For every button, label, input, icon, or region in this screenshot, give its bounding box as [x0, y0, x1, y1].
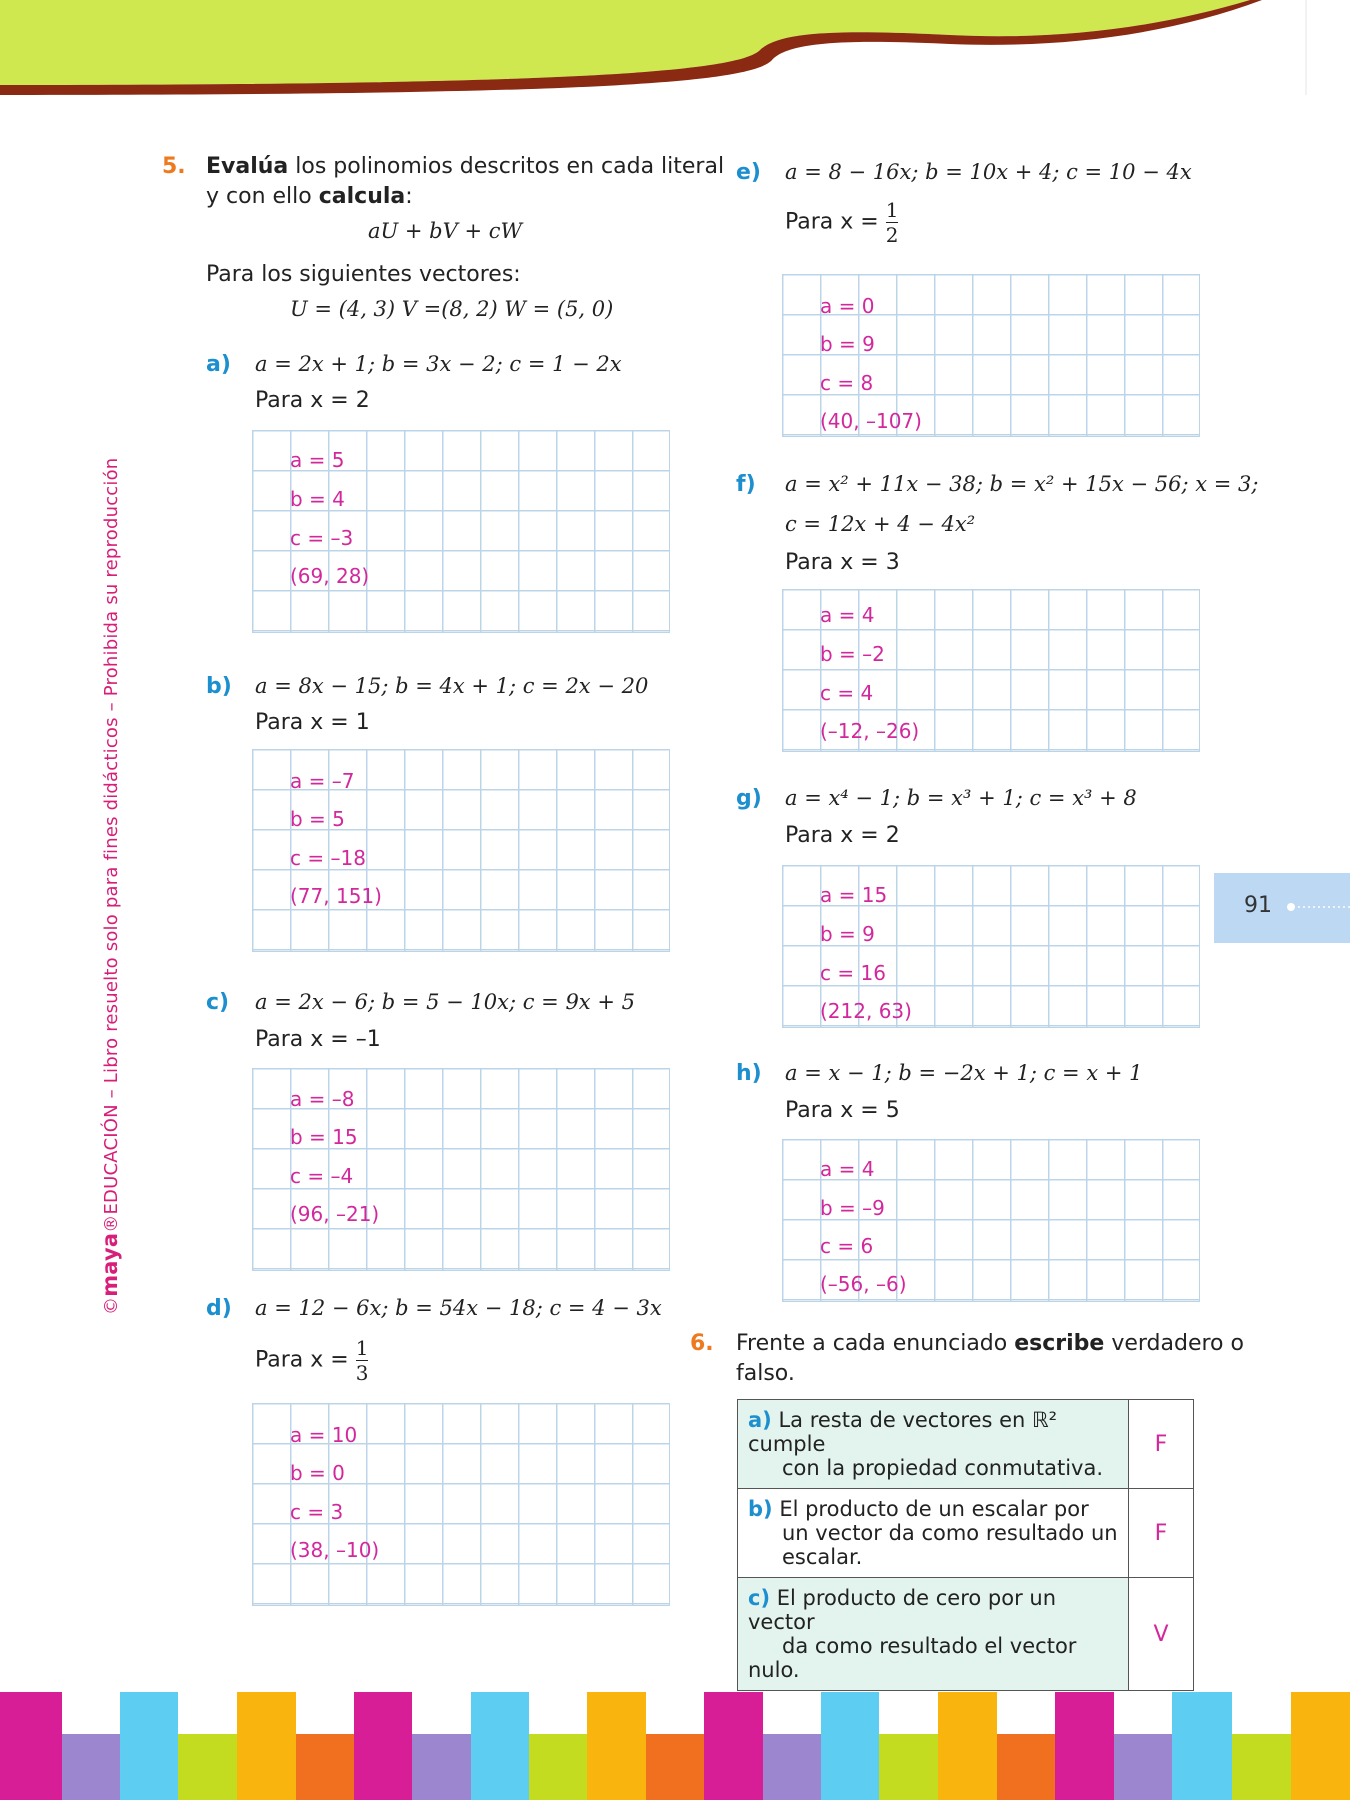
part-c-answer-result: (96, –21)	[290, 1202, 380, 1226]
part-h-expression: a = x − 1; b = −2x + 1; c = x + 1	[785, 1061, 1143, 1085]
top-decorative-band	[0, 0, 1350, 100]
part-e-answer-b: b = 9	[820, 332, 875, 356]
part-b-label: b)	[206, 674, 232, 699]
part-c-para: Para x = –1	[255, 1027, 381, 1052]
exercise-5-number: 5.	[162, 154, 186, 179]
exercise-6-line2: falso.	[736, 1361, 795, 1386]
part-e-grid	[782, 274, 1200, 437]
statement-a: a) La resta de vectores en ℝ² cumple con la propiedad conmutativa.	[738, 1400, 1129, 1489]
part-d-fraction: $\frac{1}{3}$	[355, 1336, 369, 1385]
part-f-label: f)	[736, 472, 756, 497]
part-a-answer-result: (69, 28)	[290, 564, 370, 588]
part-f-grid	[782, 589, 1200, 752]
part-a-answer-b: b = 4	[290, 487, 345, 511]
part-h-grid	[782, 1139, 1200, 1302]
part-g-expression: a = x⁴ − 1; b = x³ + 1; c = x³ + 8	[785, 786, 1137, 810]
part-b-answer-c: c = –18	[290, 846, 366, 870]
side-copyright-text: ©maya®EDUCACIÓN – Libro resuelto solo para fines didácticos – Prohibida su reproducción	[98, 457, 122, 1315]
bottom-color-stripes	[0, 1692, 1350, 1800]
part-a-grid	[252, 430, 670, 633]
part-a-answer-c: c = –3	[290, 526, 354, 550]
dotted-line-icon	[1286, 902, 1350, 912]
part-e-answer-result: (40, –107)	[820, 409, 922, 433]
part-f-expression-line2: c = 12x + 4 − 4x²	[785, 512, 976, 536]
part-e-answer-a: a = 0	[820, 294, 875, 318]
part-a-answer-a: a = 5	[290, 448, 345, 472]
part-b-expression: a = 8x − 15; b = 4x + 1; c = 2x − 20	[255, 674, 649, 698]
part-f-answer-result: (–12, –26)	[820, 719, 920, 743]
answer-b: F	[1129, 1489, 1194, 1578]
part-e-para: Para x = $\frac{1}{2}$	[785, 198, 899, 247]
exercise-5-formula: aU + bV + cW	[368, 219, 523, 243]
true-false-table	[737, 1399, 1194, 1691]
part-d-label: d)	[206, 1296, 232, 1321]
part-f-answer-a: a = 4	[820, 603, 875, 627]
statement-b: b) El producto de un escalar por un vector da como resultado un escalar.	[738, 1489, 1129, 1578]
part-a-expression: a = 2x + 1; b = 3x − 2; c = 1 − 2x	[255, 352, 622, 376]
part-e-expression: a = 8 − 16x; b = 10x + 4; c = 10 − 4x	[785, 160, 1192, 184]
part-b-answer-a: a = –7	[290, 769, 355, 793]
part-a-label: a)	[206, 352, 231, 377]
vectors-intro: Para los siguientes vectores:	[206, 262, 521, 287]
part-c-answer-b: b = 15	[290, 1125, 358, 1149]
statement-c: c) El producto de cero por un vector da como resultado el vector nulo.	[738, 1578, 1129, 1691]
part-d-grid	[252, 1403, 670, 1606]
exercise-6-number: 6.	[690, 1331, 714, 1356]
exercise-6-line1: Frente a cada enunciado escribe verdadero o	[736, 1331, 1244, 1356]
part-f-para: Para x = 3	[785, 550, 900, 575]
table-row	[738, 1578, 1194, 1691]
part-g-grid	[782, 865, 1200, 1028]
part-d-answer-result: (38, –10)	[290, 1538, 380, 1562]
table-row	[738, 1400, 1194, 1489]
part-c-answer-a: a = –8	[290, 1087, 355, 1111]
part-d-answer-b: b = 0	[290, 1461, 345, 1485]
part-f-answer-b: b = –2	[820, 642, 885, 666]
part-g-label: g)	[736, 786, 762, 811]
part-d-answer-a: a = 10	[290, 1423, 358, 1447]
answer-c: V	[1129, 1578, 1194, 1691]
part-h-answer-result: (–56, –6)	[820, 1272, 907, 1296]
exercise-5-line1: Evalúa los polinomios descritos en cada literal	[206, 154, 725, 179]
part-g-answer-c: c = 16	[820, 961, 886, 985]
page-number: 91	[1244, 893, 1272, 918]
answer-a: F	[1129, 1400, 1194, 1489]
part-c-expression: a = 2x − 6; b = 5 − 10x; c = 9x + 5	[255, 990, 635, 1014]
part-b-grid	[252, 749, 670, 952]
part-d-para: Para x = $\frac{1}{3}$	[255, 1336, 369, 1385]
part-g-answer-result: (212, 63)	[820, 999, 912, 1023]
part-a-para: Para x = 2	[255, 388, 370, 413]
part-b-answer-b: b = 5	[290, 807, 345, 831]
part-g-answer-a: a = 15	[820, 883, 888, 907]
part-c-grid	[252, 1068, 670, 1271]
part-e-fraction: $\frac{1}{2}$	[885, 198, 899, 247]
part-g-para: Para x = 2	[785, 823, 900, 848]
part-d-expression: a = 12 − 6x; b = 54x − 18; c = 4 − 3x	[255, 1296, 662, 1320]
part-h-answer-a: a = 4	[820, 1157, 875, 1181]
part-h-answer-b: b = –9	[820, 1196, 885, 1220]
part-f-expression: a = x² + 11x − 38; b = x² + 15x − 56; x = 3;	[785, 472, 1259, 496]
part-b-para: Para x = 1	[255, 710, 370, 735]
part-h-answer-c: c = 6	[820, 1234, 874, 1258]
part-h-label: h)	[736, 1061, 762, 1086]
part-g-answer-b: b = 9	[820, 922, 875, 946]
exercise-5-line2: y con ello calcula:	[206, 184, 413, 209]
part-c-label: c)	[206, 990, 230, 1015]
table-row	[738, 1489, 1194, 1578]
part-h-para: Para x = 5	[785, 1098, 900, 1123]
part-e-label: e)	[736, 160, 761, 185]
part-c-answer-c: c = –4	[290, 1164, 354, 1188]
part-d-answer-c: c = 3	[290, 1500, 344, 1524]
brand-logo-text: maya	[98, 1232, 122, 1297]
part-f-answer-c: c = 4	[820, 681, 874, 705]
vectors-definition: U = (4, 3) V =(8, 2) W = (5, 0)	[290, 297, 614, 321]
part-e-answer-c: c = 8	[820, 371, 874, 395]
part-b-answer-result: (77, 151)	[290, 884, 382, 908]
